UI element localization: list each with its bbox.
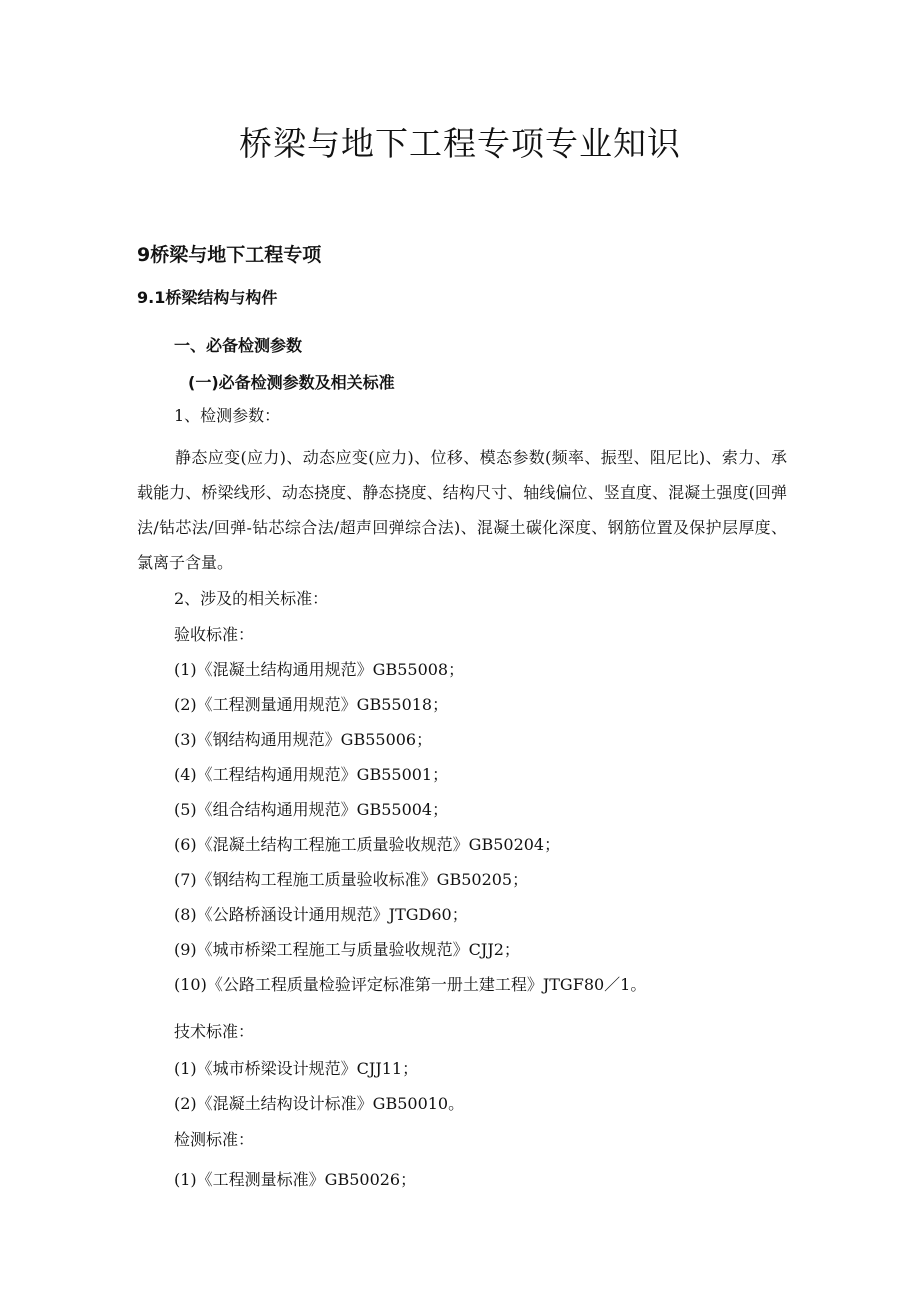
testing-label: 检测标准： [174, 1130, 255, 1149]
list-item: (10)《公路工程质量检验评定标准第一册土建工程》JTGF80／1。 [174, 975, 647, 994]
testing-standards-list [174, 1162, 416, 1197]
item2-heading: 2、涉及的相关标准： [174, 589, 329, 608]
technical-standards-list [174, 1051, 464, 1121]
item1-body: 静态应变(应力)、动态应变(应力)、位移、模态参数(频率、振型、阻尼比)、索力、承载能力、桥梁线形、动态挠度、静态挠度、结构尺寸、轴线偏位、竖直度、混凝土强度(回弹法/钻芯法/回弹-钻芯综合法/超声回弹综合法)、混凝土碳化深度、钢筋位置及保护层厚度、氯离子含量。 [137, 448, 787, 572]
list-item: (2)《工程测量通用规范》GB55018； [174, 695, 449, 714]
part-heading: 一、必备检测参数 [174, 336, 303, 355]
chapter-heading: 9桥梁与地下工程专项 [137, 244, 322, 266]
list-item: (8)《公路桥涵设计通用规范》JTGD60； [174, 905, 468, 924]
technical-label: 技术标准： [174, 1022, 255, 1041]
document-title: 桥梁与地下工程专项专业知识 [239, 124, 681, 163]
list-item: (1)《混凝土结构通用规范》GB55008； [174, 660, 465, 679]
list-item: (2)《混凝土结构设计标准》GB50010。 [174, 1094, 465, 1113]
section-heading: 9.1桥梁结构与构件 [137, 288, 278, 307]
list-item: (7)《钢结构工程施工质量验收标准》GB50205； [174, 870, 529, 889]
list-item: (6)《混凝土结构工程施工质量验收规范》GB50204； [174, 835, 561, 854]
list-item: (4)《工程结构通用规范》GB55001； [174, 765, 449, 784]
acceptance-standards-list [174, 652, 646, 1002]
subpart-heading: (一)必备检测参数及相关标准 [188, 373, 395, 392]
list-item: (1)《城市桥梁设计规范》CJJ11； [174, 1059, 419, 1078]
list-item: (9)《城市桥梁工程施工与质量验收规范》CJJ2； [174, 940, 520, 959]
acceptance-label: 验收标准： [174, 625, 255, 644]
list-item: (5)《组合结构通用规范》GB55004； [174, 800, 449, 819]
list-item: (3)《钢结构通用规范》GB55006； [174, 730, 433, 749]
list-item: (1)《工程测量标准》GB50026； [174, 1170, 417, 1189]
item1-heading: 1、检测参数： [174, 406, 281, 425]
